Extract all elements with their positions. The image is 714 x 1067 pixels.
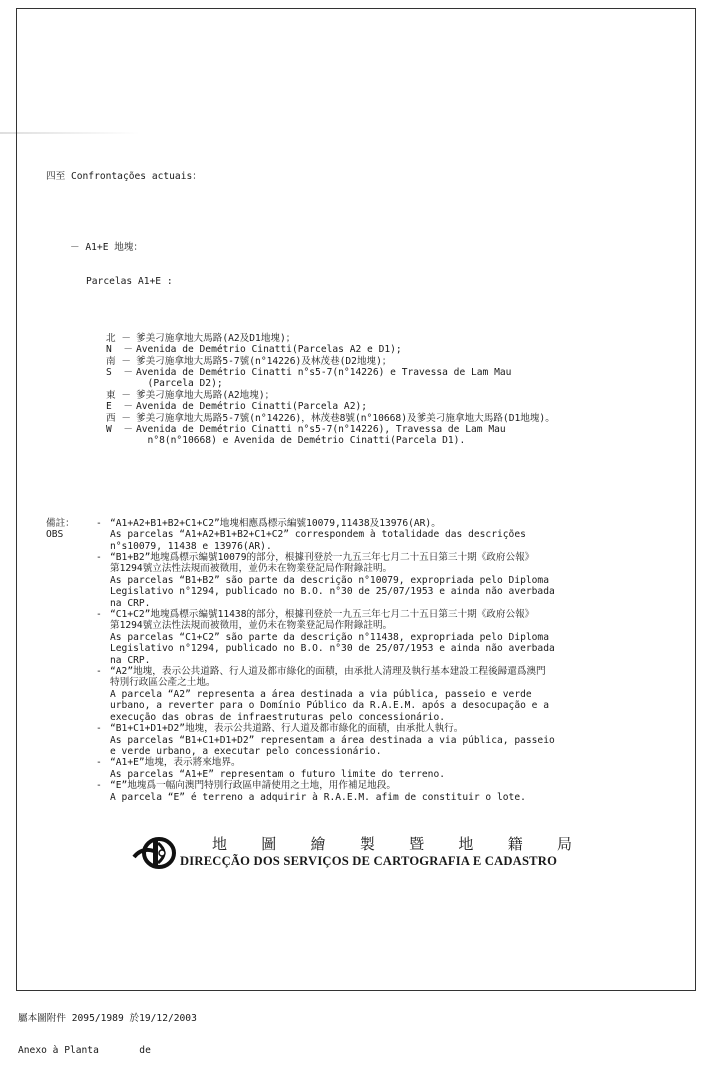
- note-bullet: [96, 677, 110, 688]
- direction-label: E －: [106, 401, 133, 413]
- direction-row: [106, 367, 646, 378]
- note-text: “A2”地塊，表示公共道路、行人道及都市綠化的面積，由承批人清理及執行基本建設工程後歸還爲澳門: [110, 666, 546, 678]
- note-line: [46, 620, 646, 631]
- note-bullet: -: [96, 517, 102, 529]
- direction-text: n°8(n°10668) e Avenida de Demétrio Cinatti(Parcela D1).: [136, 435, 466, 447]
- note-text: e verde urbano, a executar pelo concessionário.: [110, 745, 382, 757]
- note-gutter: [46, 586, 96, 597]
- note-bullet: [96, 769, 110, 780]
- note-gutter: [46, 677, 96, 688]
- note-line: [46, 609, 646, 620]
- note-gutter: [46, 541, 96, 552]
- note-gutter: [46, 609, 96, 620]
- direction-text: 爹美刁施拿地大馬路5-7號(n°14226)及林茂巷(D2地塊)；: [136, 355, 392, 367]
- note-gutter: [46, 700, 96, 711]
- note-bullet: [96, 712, 110, 723]
- note-gutter: [46, 563, 96, 574]
- direction-row: [106, 401, 646, 412]
- organization-char: 製: [359, 835, 375, 853]
- direction-text: (Parcela D2);: [136, 378, 223, 390]
- notes-label-zh: 備註：: [46, 517, 75, 529]
- direction-text: Avenida de Demétrio Cinatti n°s5-7(n°14226) e Travessa de Lam Mau: [136, 366, 512, 378]
- organization-char: 圖: [261, 835, 277, 853]
- direction-label: 東 －: [106, 389, 131, 401]
- note-bullet: [96, 700, 110, 711]
- note-gutter: [46, 723, 96, 734]
- note-gutter: [46, 632, 96, 643]
- note-gutter: [46, 655, 96, 666]
- organization-char: 籍: [507, 835, 523, 853]
- parcels-label-pt: Parcelas A1+E :: [86, 276, 173, 288]
- note-gutter: [46, 780, 96, 791]
- note-text: “A1+E”地塊，表示將來地界。: [110, 757, 241, 769]
- note-gutter: [46, 746, 96, 757]
- note-bullet: -: [96, 552, 102, 563]
- note-text: As parcelas “C1+C2” são parte da descrição n°11438, expropriada pelo Diploma: [110, 631, 549, 643]
- note-text: 第1294號立法性法規而被徵用，並仍未在物業登記局作附錄註明。: [110, 620, 393, 632]
- note-line: [46, 518, 646, 529]
- note-text: “C1+C2”地塊爲標示編號11438的部分，根據刊登於一九五三年七月二十五日第三十期《政府公報》: [110, 609, 535, 621]
- note-text: urbano, a reverter para o Domínio Público da R.A.E.M. após a desocupação e a: [110, 700, 549, 712]
- organization-char: 地: [212, 835, 228, 853]
- note-text: “E”地塊爲一幅向澳門特別行政區申請使用之土地，用作補足地段。: [110, 780, 396, 792]
- direction-text: Avenida de Demétrio Cinatti(Parcelas A2 e D1);: [136, 344, 402, 356]
- note-text: Legislativo n°1294, publicado no B.O. n°30 de 25/07/1953 e ainda não averbada: [110, 643, 555, 655]
- note-text: Legislativo n°1294, publicado no B.O. n°30 de 25/07/1953 e ainda não averbada: [110, 586, 555, 598]
- note-bullet: [96, 529, 110, 540]
- note-line: [46, 712, 646, 723]
- organization-char: 暨: [409, 835, 425, 853]
- document-body: [46, 148, 646, 837]
- note-line: [46, 746, 646, 757]
- footer-line-zh: 屬本圖附件 2095/1989 於19/12/2003: [18, 1013, 197, 1024]
- direction-label: N －: [106, 344, 133, 356]
- note-gutter: [46, 689, 96, 700]
- note-bullet: [96, 598, 110, 609]
- note-bullet: [96, 689, 110, 700]
- note-text: 特別行政區公產之土地。: [110, 677, 216, 689]
- note-gutter: [46, 575, 96, 586]
- parcels-label-zh: － A1+E 地塊：: [70, 241, 144, 253]
- note-line: [46, 552, 646, 563]
- directions-list: [46, 333, 646, 447]
- note-gutter: [46, 643, 96, 654]
- direction-label: S －: [106, 366, 133, 378]
- note-text: A parcela “E” é terreno a adquirir à R.A.E.M. afim de constituir o lote.: [110, 791, 526, 803]
- notes-section: [46, 495, 646, 826]
- note-text: As parcelas “B1+B2” são parte da descrição n°10079, expropriada pelo Diploma: [110, 574, 549, 586]
- note-bullet: [96, 620, 110, 631]
- note-bullet: [96, 655, 110, 666]
- direction-row: [106, 344, 646, 355]
- note-text: n°s10079, 11438 e 13976(AR).: [110, 540, 272, 552]
- note-line: [46, 643, 646, 654]
- footer-annex: [18, 993, 197, 1067]
- organization-char: 繪: [310, 835, 326, 853]
- note-line: [46, 757, 646, 768]
- note-gutter: [46, 757, 96, 768]
- direction-row: [106, 378, 646, 389]
- note-text: “B1+B2”地塊爲標示編號10079的部分，根據刊登於一九五三年七月二十五日第三十期《政府公報》: [110, 552, 535, 563]
- note-bullet: -: [96, 609, 102, 621]
- organization-char: 地: [458, 835, 474, 853]
- direction-text: 爹美刁施拿地大馬路5-7號(n°14226)，林茂巷8號(n°10668)及爹美刁施拿地大馬路(D1地塊)。: [136, 412, 555, 424]
- note-gutter: [46, 712, 96, 723]
- note-line: [46, 655, 646, 666]
- direction-text: Avenida de Demétrio Cinatti n°s5-7(n°14226), Travessa de Lam Mau: [136, 423, 506, 435]
- note-bullet: [96, 541, 110, 552]
- direction-row: [106, 413, 646, 424]
- note-line: [46, 575, 646, 586]
- note-bullet: [96, 575, 110, 586]
- note-text: “B1+C1+D1+D2”地塊，表示公共道路、行人道及都市綠化的面積，由承批人執行。: [110, 723, 464, 735]
- direction-row: [106, 333, 646, 344]
- note-line: [46, 632, 646, 643]
- note-text: 第1294號立法性法規而被徵用，並仍未在物業登記局作附錄註明。: [110, 563, 393, 575]
- note-line: [46, 723, 646, 734]
- note-text: na CRP.: [110, 597, 151, 609]
- dscc-logo-icon: [132, 833, 180, 873]
- note-gutter: [46, 769, 96, 780]
- direction-label: W －: [106, 423, 133, 435]
- note-line: [46, 780, 646, 791]
- note-line: [46, 541, 646, 552]
- note-bullet: [96, 792, 110, 803]
- direction-label: 南 －: [106, 355, 131, 367]
- note-line: [46, 529, 646, 540]
- direction-label: [106, 378, 136, 389]
- note-line: [46, 586, 646, 597]
- note-bullet: -: [96, 780, 102, 792]
- note-line: [46, 700, 646, 711]
- notes-label-pt: OBS: [46, 529, 64, 541]
- note-bullet: [96, 586, 110, 597]
- note-text: As parcelas “B1+C1+D1+D2” representam a área destinada a via pública, passeio: [110, 734, 555, 746]
- note-bullet: [96, 632, 110, 643]
- direction-label: [106, 435, 136, 446]
- organization-name-zh: [212, 833, 572, 854]
- note-bullet: [96, 735, 110, 746]
- note-gutter: [46, 666, 96, 677]
- note-gutter: [46, 620, 96, 631]
- direction-row: [106, 390, 646, 401]
- note-bullet: -: [96, 723, 102, 735]
- direction-text: Avenida de Demétrio Cinatti(Parcela A2);: [136, 401, 368, 413]
- direction-row: [106, 424, 646, 435]
- note-line: [46, 666, 646, 677]
- direction-row: [106, 435, 646, 446]
- note-text: “A1+A2+B1+B2+C1+C2”地塊相應爲標示編號10079,11438及13976(AR)。: [110, 517, 441, 529]
- note-text: As parcelas “A1+A2+B1+B2+C1+C2” correspondem à totalidade das descrições: [110, 529, 526, 541]
- organization-block: [132, 833, 572, 873]
- note-line: [46, 689, 646, 700]
- footer-line-pt: Anexo à Planta de: [18, 1044, 151, 1056]
- note-bullet: -: [96, 666, 102, 678]
- note-bullet: [96, 643, 110, 654]
- note-gutter: [46, 735, 96, 746]
- direction-label: 北 －: [106, 332, 131, 344]
- note-gutter: [46, 598, 96, 609]
- direction-row: [106, 356, 646, 367]
- organization-char: 局: [556, 835, 572, 853]
- direction-text: 爹美刁施拿地大馬路(A2及D1地塊)；: [136, 332, 296, 344]
- note-text: na CRP.: [110, 654, 151, 666]
- note-bullet: [96, 746, 110, 757]
- note-bullet: [96, 563, 110, 574]
- note-line: [46, 769, 646, 780]
- organization-name-pt: DIRECÇÃO DOS SERVIÇOS DE CARTOGRAFIA E CADASTRO: [180, 854, 558, 868]
- note-gutter: [46, 552, 96, 563]
- note-line: [46, 792, 646, 803]
- note-line: [46, 563, 646, 574]
- note-text: As parcelas “A1+E” representam o futuro limite do terreno.: [110, 768, 446, 780]
- note-gutter: [46, 792, 96, 803]
- direction-text: 爹美刁施拿地大馬路(A2地塊)；: [136, 389, 275, 401]
- note-line: [46, 735, 646, 746]
- note-bullet: -: [96, 757, 102, 769]
- confrontations-heading: 四至 Confrontações actuais：: [46, 170, 202, 182]
- note-text: execução das obras de infraestruturas pelo concessionário.: [110, 711, 446, 723]
- note-text: A parcela “A2” representa a área destinada a via pública, passeio e verde: [110, 688, 532, 700]
- note-line: [46, 677, 646, 688]
- note-line: [46, 598, 646, 609]
- direction-label: 西 －: [106, 412, 131, 424]
